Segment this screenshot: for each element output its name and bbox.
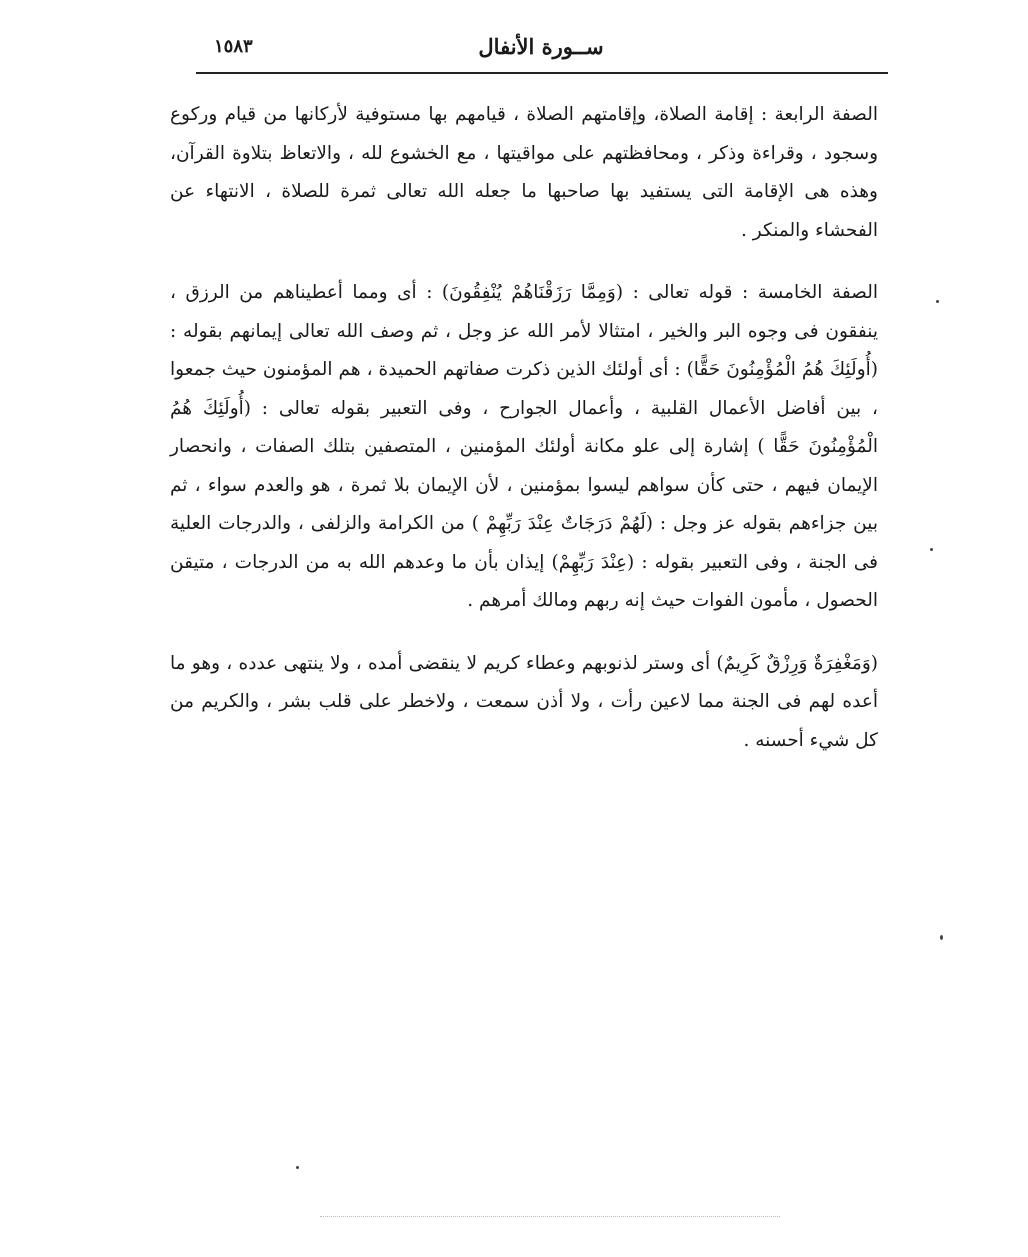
scan-speck — [936, 300, 939, 303]
paragraph-fourth-quality: الصفة الرابعة : إقامة الصلاة، وإقامتهم الصلاة ، قيامهم بها مستوفية لأركانها من قيام وركوع وسجود ، وقراءة وذكر ، ومحافظتهم على مواقيتها ، مع الخشوع لله ، والاتعاظ بتلاوة القرآن، وهذه هى الإقامة التى يستفيد بها صاحبها ما جعله الله تعالى ثمرة للصلاة ، الانتهاء عن الفحشاء والمنكر . — [170, 104, 878, 241]
scan-speck — [940, 935, 943, 940]
header-divider — [196, 72, 888, 74]
surah-title: ســورة الأنفال — [478, 34, 604, 59]
paragraph-fifth-quality: الصفة الخامسة : قوله تعالى : (وَمِمَّا رَزَقْنَاهُمْ يُنْفِقُونَ) : أى ومما أعطيناهم من الرزق ، ينفقون فى وجوه البر والخير ، امتثالا لأمر الله عز وجل ، ثم وصف الله تعالى إيمانهم بقوله : (أُولَئِكَ هُمُ الْمُؤْمِنُونَ حَقًّا) : أى أولئك الذين ذكرت صفاتهم الحميدة ، هم المؤمنون حيث جمعوا ، بين أفاضل الأعمال القلبية ، وأعمال الجوارح ، وفى التعبير بقوله تعالى : (أُولَئِكَ هُمُ الْمُؤْمِنُونَ حَقًّا ) إشارة إلى علو مكانة أولئك المؤمنين ، المتصفين بتلك الصفات ، وانحصار الإيمان فيهم ، حتى كأن سواهم ليسوا بمؤمنين ، لأن الإيمان بلا ثمرة ، هو والعدم سواء ، ثم بين جزاءهم بقوله عز وجل : (لَهُمْ دَرَجَاتٌ عِنْدَ رَبِّهِمْ ) من الكرامة والزلفى ، والدرجات العلية فى الجنة ، وفى التعبير بقوله : (عِنْدَ رَبِّهِمْ) إيذان بأن ما وعدهم الله به من الدرجات ، متيقن الحصول ، مأمون الفوات حيث إنه ربهم ومالك أمرهم . — [170, 282, 878, 611]
scan-speck — [930, 548, 933, 551]
page-header — [196, 30, 886, 70]
page-number: ١٥٨٣ — [214, 36, 253, 57]
paragraph-forgiveness: (وَمَغْفِرَةٌ وَرِزْقٌ كَرِيمٌ) أى وستر لذنوبهم وعطاء كريم لا ينقضى أمده ، ولا ينتهى عدده ، وهو ما أعده لهم فى الجنة مما لاعين رأت ، ولا أذن سمعت ، ولاخطر على قلب بشر ، والكريم من كل شيء أحسنه . — [170, 652, 878, 751]
body-text — [170, 96, 878, 760]
scan-artifact-line — [320, 1216, 780, 1217]
scan-speck — [296, 1166, 299, 1169]
